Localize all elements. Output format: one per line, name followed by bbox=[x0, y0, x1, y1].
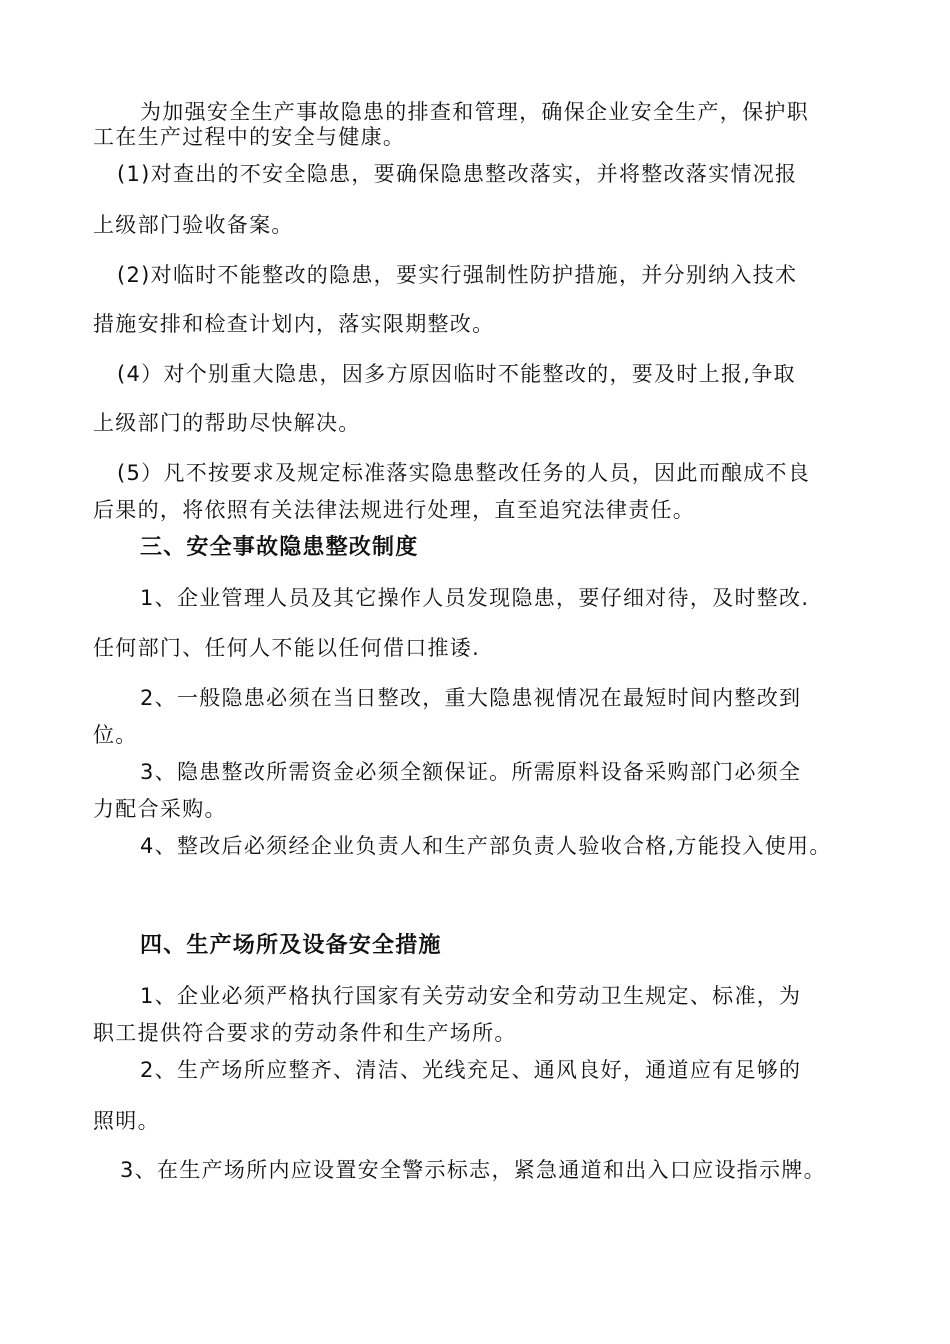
section-4-p2-line-1: 2、生产场所应整齐、清洁、光线充足、通风良好，通道应有足够的 bbox=[140, 1058, 802, 1082]
item-4-line-2: 上级部门的帮助尽快解决。 bbox=[93, 411, 361, 435]
intro-line-1: 为加强安全生产事故隐患的排查和管理，确保企业安全生产，保护职 bbox=[140, 100, 809, 124]
item-2-line-2: 措施安排和检查计划内，落实限期整改。 bbox=[93, 312, 495, 336]
section-4-heading: 四、生产场所及设备安全措施 bbox=[140, 933, 442, 958]
item-1-line-2: 上级部门验收备案。 bbox=[93, 213, 294, 237]
item-5-line-1: (5）凡不按要求及规定标准落实隐患整改任务的人员，因此而酿成不良 bbox=[117, 461, 811, 485]
section-3-p3-line-2: 力配合采购。 bbox=[93, 797, 227, 821]
intro-line-2: 工在生产过程中的安全与健康。 bbox=[93, 125, 406, 149]
section-3-p1-line-2: 任何部门、任何人不能以任何借口推诿. bbox=[93, 636, 481, 660]
item-2-line-1: (2)对临时不能整改的隐患，要实行强制性防护措施，并分别纳入技术 bbox=[117, 263, 798, 287]
section-3-heading: 三、安全事故隐患整改制度 bbox=[140, 535, 419, 560]
section-3-p4-line-1: 4、整改后必须经企业负责人和生产部负责人验收合格,方能投入使用。 bbox=[140, 834, 832, 858]
section-4-p2-line-2: 照明。 bbox=[93, 1109, 160, 1133]
section-4-p3-line-1: 3、在生产场所内应设置安全警示标志，紧急通道和出入口应设指示牌。 bbox=[120, 1158, 826, 1182]
item-4-line-1: (4）对个别重大隐患，因多方原因临时不能整改的，要及时上报,争取 bbox=[117, 362, 796, 386]
section-3-p2-line-1: 2、一般隐患必须在当日整改，重大隐患视情况在最短时间内整改到 bbox=[140, 686, 802, 710]
section-4-p1-line-2: 职工提供符合要求的劳动条件和生产场所。 bbox=[93, 1021, 517, 1045]
section-3-p2-line-2: 位。 bbox=[93, 723, 138, 747]
item-1-line-1: (1)对查出的不安全隐患，要确保隐患整改落实，并将整改落实情况报 bbox=[117, 162, 798, 186]
section-3-p3-line-1: 3、隐患整改所需资金必须全额保证。所需原料设备采购部门必须全 bbox=[140, 760, 802, 784]
item-5-line-2: 后果的，将依照有关法律法规进行处理，直至追究法律责任。 bbox=[93, 498, 696, 522]
section-4-p1-line-1: 1、企业必须严格执行国家有关劳动安全和劳动卫生规定、标准，为 bbox=[140, 984, 802, 1008]
section-3-p1-line-1: 1、企业管理人员及其它操作人员发现隐患，要仔细对待，及时整改. bbox=[140, 586, 810, 610]
